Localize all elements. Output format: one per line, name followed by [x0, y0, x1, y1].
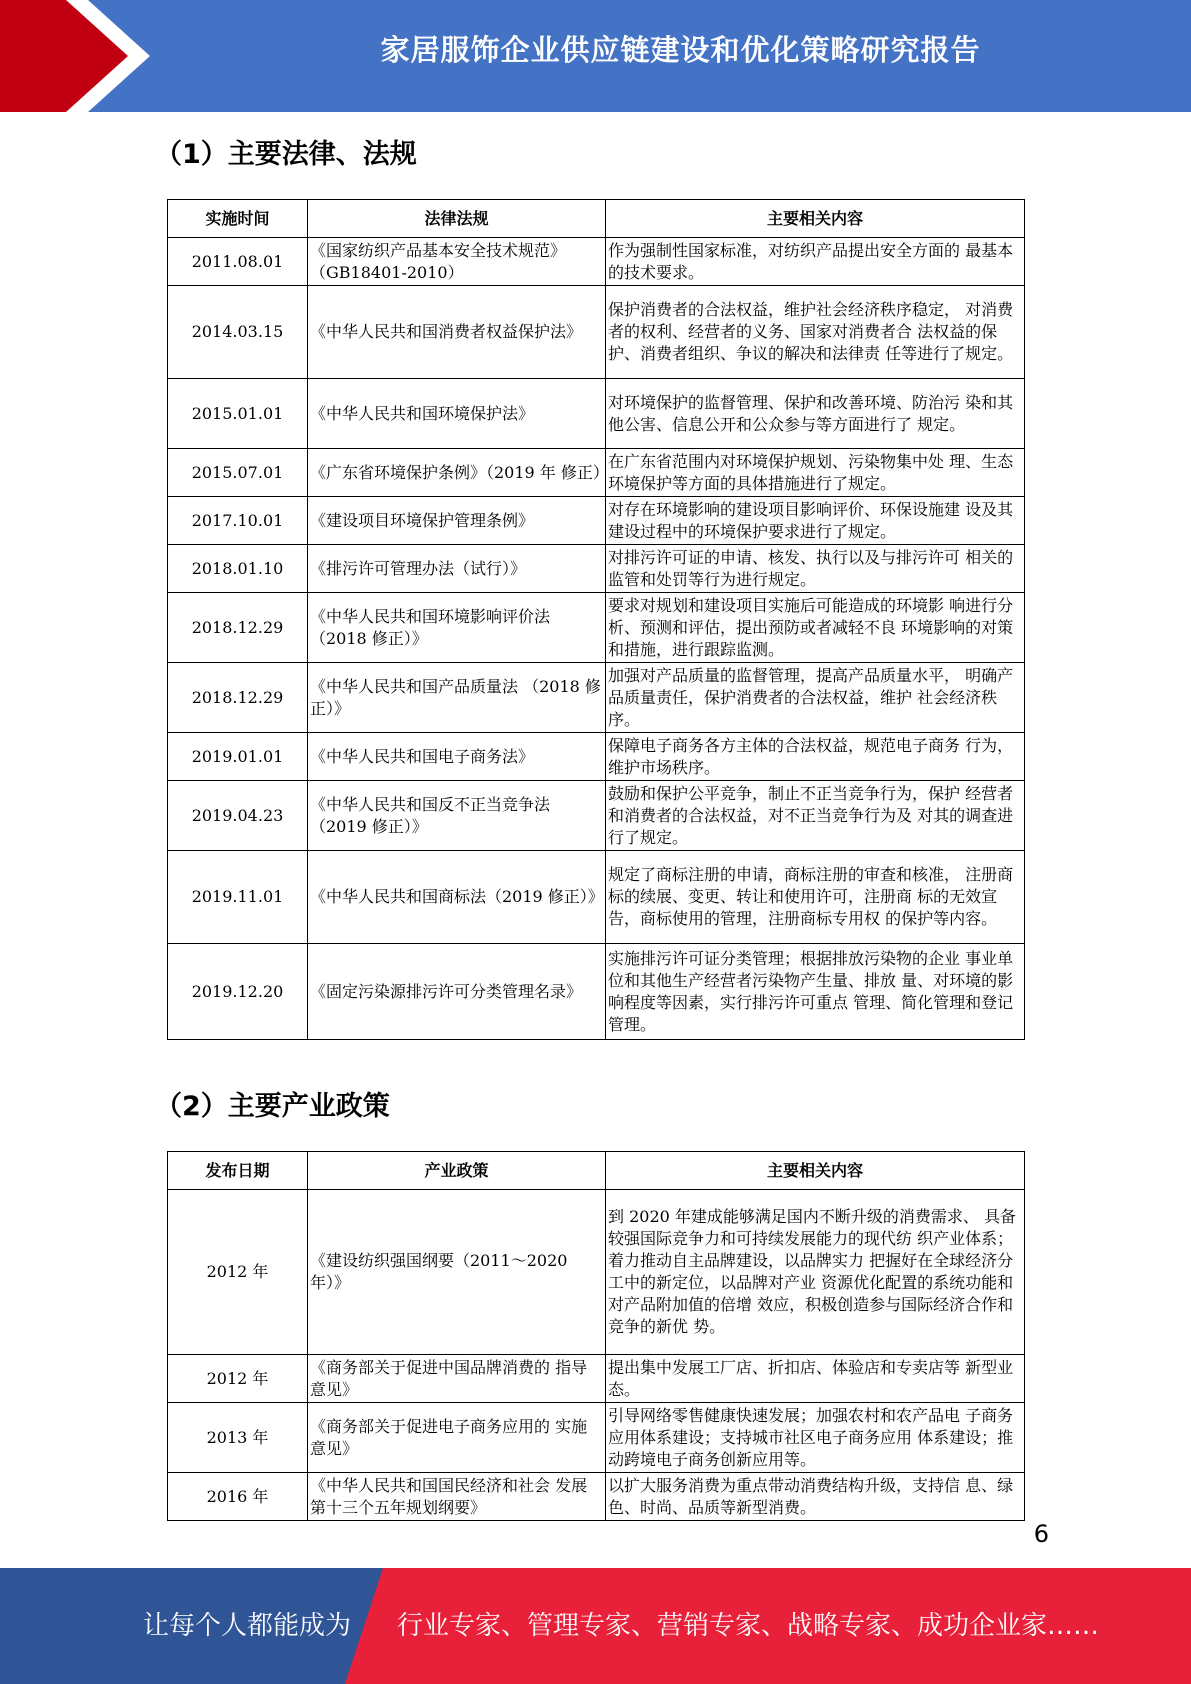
row-content: 规定了商标注册的申请，商标注册的审查和核准， 注册商标的续展、变更、转让和使用许可，注册商 标的无效宣告，商标使用的管理，注册商标专用权 的保护等内容。 [606, 851, 1025, 944]
table-row [168, 379, 1025, 449]
row-content: 实施排污许可证分类管理；根据排放污染物的企业 事业单位和其他生产经营者污染物产生量、排放 量、对环境的影响程度等因素，实行排污许可重点 管理、简化管理和登记管理。 [606, 944, 1025, 1040]
row-content: 引导网络零售健康快速发展；加强农村和农产品电 子商务应用体系建设；支持城市社区电子商务应用 体系建设；推动跨境电子商务创新应用等。 [606, 1403, 1025, 1473]
row-date: 2019.11.01 [168, 851, 308, 944]
row-title: 《建设项目环境保护管理条例》 [308, 497, 606, 545]
section-title-policies: （2）主要产业政策 [155, 1091, 390, 1122]
row-title: 《中华人民共和国商标法（2019 修正）》 [308, 851, 606, 944]
section-title-laws: （1）主要法律、法规 [155, 139, 417, 170]
table-row [168, 1190, 1025, 1355]
row-date: 2016 年 [168, 1473, 308, 1521]
row-title: 《国家纺织产品基本安全技术规范》（GB18401-2010） [308, 238, 606, 286]
row-title: 《排污许可管理办法（试行）》 [308, 545, 606, 593]
laws-table [167, 199, 1025, 1040]
table-header-row [168, 1152, 1025, 1190]
table-row [168, 286, 1025, 379]
row-content: 要求对规划和建设项目实施后可能造成的环境影 响进行分析、预测和评估，提出预防或者减轻不良 环境影响的对策和措施，进行跟踪监测。 [606, 593, 1025, 663]
row-content: 对排污许可证的申请、核发、执行以及与排污许可 相关的监管和处罚等行为进行规定。 [606, 545, 1025, 593]
row-title: 《商务部关于促进中国品牌消费的 指导意见》 [308, 1355, 606, 1403]
page-number: 6 [1033, 1520, 1049, 1548]
row-title: 《商务部关于促进电子商务应用的 实施意见》 [308, 1403, 606, 1473]
table-row [168, 663, 1025, 733]
row-content: 以扩大服务消费为重点带动消费结构升级，支持信 息、绿色、时尚、品质等新型消费。 [606, 1473, 1025, 1521]
row-title: 《固定污染源排污许可分类管理名录》 [308, 944, 606, 1040]
row-title: 《广东省环境保护条例》（2019 年 修正） [308, 449, 606, 497]
column-header: 产业政策 [308, 1152, 606, 1190]
row-content: 保障电子商务各方主体的合法权益，规范电子商务 行为，维护市场秩序。 [606, 733, 1025, 781]
row-content: 在广东省范围内对环境保护规划、污染物集中处 理、生态环境保护等方面的具体措施进行了规定。 [606, 449, 1025, 497]
row-content: 加强对产品质量的监督管理，提高产品质量水平， 明确产品质量责任，保护消费者的合法权益，维护 社会经济秩序。 [606, 663, 1025, 733]
row-date: 2019.01.01 [168, 733, 308, 781]
table-row [168, 781, 1025, 851]
row-date: 2012 年 [168, 1190, 308, 1355]
row-content: 保护消费者的合法权益，维护社会经济秩序稳定， 对消费者的权利、经营者的义务、国家对消费者合 法权益的保护、消费者组织、争议的解决和法律责 任等进行了规定。 [606, 286, 1025, 379]
column-header: 主要相关内容 [606, 1152, 1025, 1190]
table-row [168, 944, 1025, 1040]
footer-slogan-left: 让每个人都能成为 [143, 1611, 352, 1641]
row-title: 《中华人民共和国消费者权益保护法》 [308, 286, 606, 379]
row-date: 2011.08.01 [168, 238, 308, 286]
table-row [168, 449, 1025, 497]
page-header [0, 0, 1191, 112]
table-row [168, 1473, 1025, 1521]
row-date: 2013 年 [168, 1403, 308, 1473]
table-header-row [168, 200, 1025, 238]
row-date: 2018.12.29 [168, 663, 308, 733]
row-content: 对存在环境影响的建设项目影响评价、环保设施建 设及其建设过程中的环境保护要求进行了规定。 [606, 497, 1025, 545]
table-row [168, 1355, 1025, 1403]
column-header: 实施时间 [168, 200, 308, 238]
row-title: 《中华人民共和国环境影响评价法（2018 修正）》 [308, 593, 606, 663]
row-date: 2015.07.01 [168, 449, 308, 497]
row-content: 对环境保护的监督管理、保护和改善环境、防治污 染和其他公害、信息公开和公众参与等方面进行了 规定。 [606, 379, 1025, 449]
column-header: 法律法规 [308, 200, 606, 238]
column-header: 发布日期 [168, 1152, 308, 1190]
row-title: 《中华人民共和国反不正当竞争法（2019 修正）》 [308, 781, 606, 851]
row-content: 到 2020 年建成能够满足国内不断升级的消费需求、 具备较强国际竞争力和可持续发展能力的现代纺 织产业体系；着力推动自主品牌建设，以品牌实力 把握好在全球经济分工中的新定位，以品牌对产业 资源优化配置的系统功能和对产品附加值的倍增 效应，积极创造参与国际经济合作和竞争的新优 势。 [606, 1190, 1025, 1355]
row-title: 《中华人民共和国环境保护法》 [308, 379, 606, 449]
row-date: 2018.12.29 [168, 593, 308, 663]
table-row [168, 733, 1025, 781]
table-row [168, 1403, 1025, 1473]
table-row [168, 238, 1025, 286]
column-header: 主要相关内容 [606, 200, 1025, 238]
row-title: 《建设纺织强国纲要（2011～2020 年）》 [308, 1190, 606, 1355]
row-date: 2017.10.01 [168, 497, 308, 545]
row-date: 2012 年 [168, 1355, 308, 1403]
row-date: 2014.03.15 [168, 286, 308, 379]
row-date: 2018.01.10 [168, 545, 308, 593]
row-title: 《中华人民共和国产品质量法 （2018 修正）》 [308, 663, 606, 733]
footer-slogan-right: 行业专家、管理专家、营销专家、战略专家、成功企业家…… [397, 1611, 1100, 1641]
table-row [168, 545, 1025, 593]
header-arrow-decoration [0, 0, 160, 112]
table-row [168, 497, 1025, 545]
report-title: 家居服饰企业供应链建设和优化策略研究报告 [380, 33, 981, 67]
table-row [168, 851, 1025, 944]
row-date: 2019.12.20 [168, 944, 308, 1040]
table-row [168, 593, 1025, 663]
row-title: 《中华人民共和国电子商务法》 [308, 733, 606, 781]
row-content: 提出集中发展工厂店、折扣店、体验店和专卖店等 新型业态。 [606, 1355, 1025, 1403]
row-title: 《中华人民共和国国民经济和社会 发展第十三个五年规划纲要》 [308, 1473, 606, 1521]
row-date: 2015.01.01 [168, 379, 308, 449]
policies-table [167, 1151, 1025, 1521]
row-content: 作为强制性国家标准，对纺织产品提出安全方面的 最基本的技术要求。 [606, 238, 1025, 286]
page-footer [0, 1568, 1191, 1684]
row-date: 2019.04.23 [168, 781, 308, 851]
row-content: 鼓励和保护公平竞争，制止不正当竞争行为，保护 经营者和消费者的合法权益，对不正当竞争行为及 对其的调查进行了规定。 [606, 781, 1025, 851]
